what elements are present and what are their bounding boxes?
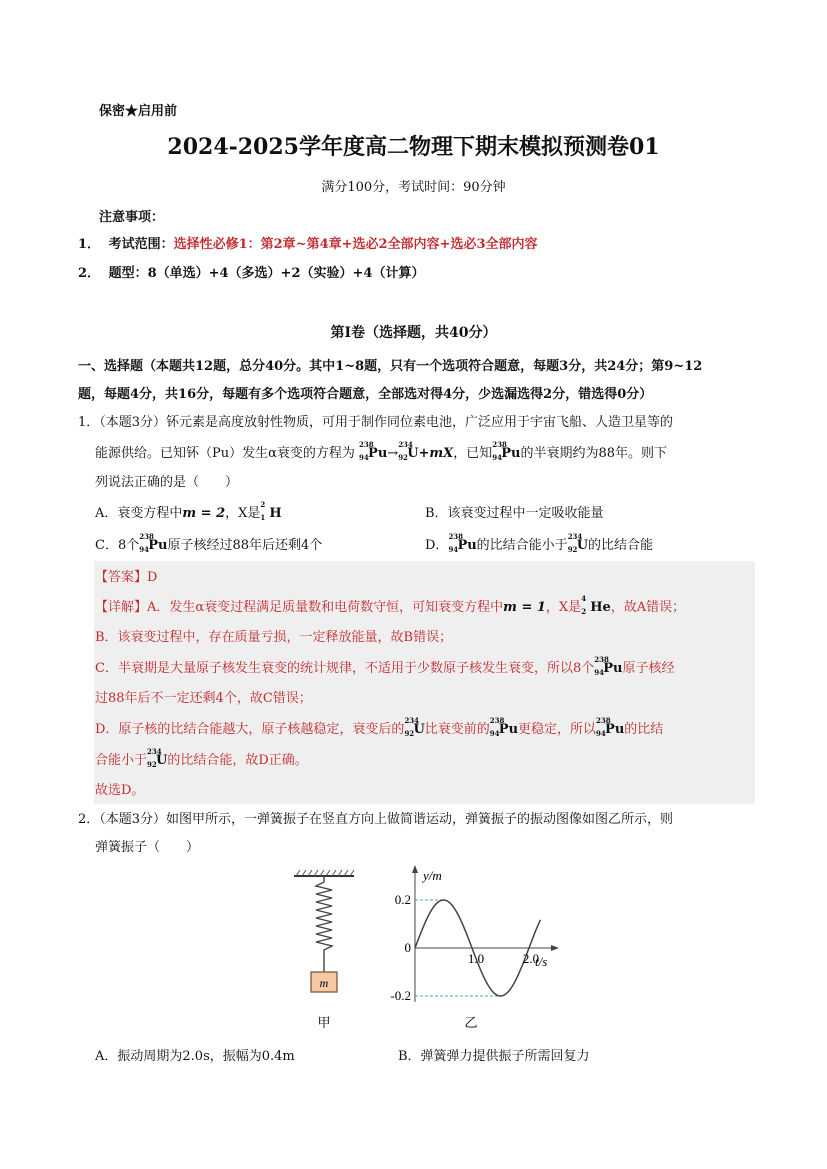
- nuclide-pu: 238 94 Pu: [139, 532, 168, 554]
- x-axis-label: t/s: [535, 954, 548, 969]
- nuclide-h: 2 1 H: [260, 500, 282, 522]
- part1-title: 第I卷（选择题，共40分）: [330, 325, 497, 341]
- y-axis-label: y/m: [423, 868, 442, 883]
- equation-tail: +mX: [418, 446, 454, 461]
- q2-line1: 2．（本题3分）如图甲所示，一弹簧振子在竖直方向上做简谐运动，弹簧振子的振动图像如图乙所示，则: [78, 812, 674, 827]
- q1-detail-line6: 合能小于 234 92 U的比结合能，故D正确。: [95, 747, 308, 769]
- mass-label: m: [319, 976, 329, 990]
- notes-item-1-number: 1．: [78, 237, 101, 252]
- nuclide-pu: 238 94 Pu: [359, 440, 388, 462]
- q1-detail-line2: B．该衰变过程中，存在质量亏损，一定释放能量，故B错误；: [95, 630, 453, 645]
- x-tick-label-1: 1.0: [467, 951, 485, 966]
- nuclide-pu: 238 94 Pu: [596, 716, 625, 738]
- nuclide-u: 234 92 U: [404, 716, 425, 738]
- nuclide-u: 234 92 U: [567, 532, 589, 554]
- nuclide-he: 4 2 He: [581, 594, 611, 616]
- figure-right-label: 乙: [464, 1016, 478, 1031]
- part1-intro-line1: 一、选择题（本题共12题，总分40分。其中1~8题，只有一个选项符合题意，每题3分，共24分；第9~12: [78, 359, 703, 374]
- y-tick-label-zero: 0: [404, 940, 411, 955]
- q1-detail-line7: 故选D。: [95, 783, 145, 798]
- q1-detail-line5: D．原子核的比结合能越大，原子核越稳定，衰变后的 234 92 U比衰变前的 238 94 Pu更稳定，所以 238 94 Pu的比结: [95, 716, 664, 738]
- y-tick-label-min: -0.2: [390, 988, 411, 1003]
- q1-line3: 列说法正确的是（ ）: [95, 475, 239, 490]
- q1-line2-text-b: ，已知: [453, 446, 493, 461]
- notes-item-2-text: 题型：8（单选）+4（多选）+2（实验）+4（计算）: [108, 266, 425, 281]
- notes-item-2-number: 2．: [78, 266, 101, 281]
- nuclide-u: 234 92 U: [147, 747, 168, 769]
- y-tick-label-max: 0.2: [394, 892, 411, 907]
- q1-option-b: B．该衰变过程中一定吸收能量: [425, 506, 604, 521]
- q1-answer: 【答案】D: [95, 570, 158, 585]
- figure-left-label: 甲: [317, 1016, 331, 1031]
- nuclide-pu: 238 94 Pu: [492, 440, 521, 462]
- q1-option-d: D． 238 94 Pu的比结合能小于 234 92 U的比结合能: [425, 532, 654, 554]
- oscillation-chart: [385, 862, 570, 1034]
- q1-detail-line3: C．半衰期是大量原子核发生衰变的统计规律，不适用于少数原子核发生衰变，所以8个 238 94 Pu原子核经: [95, 655, 675, 677]
- spring-coil: [316, 876, 332, 972]
- notes-item-1: [78, 233, 538, 252]
- q1-option-a: A．衰变方程中m = 2，X是 2 1 H: [95, 500, 282, 522]
- q1-option-c: C．8个 238 94 Pu原子核经过88年后还剩4个: [95, 532, 323, 554]
- q1-line2-text-c: 的半衰期约为88年。则下: [520, 446, 668, 461]
- y-axis-arrow-icon: [412, 865, 418, 873]
- notes-heading: 注意事项：: [99, 210, 165, 225]
- nuclide-pu: 238 94 Pu: [594, 655, 623, 677]
- confidential-mark: 保密★启用前: [99, 104, 178, 119]
- notes-item-1-label: 考试范围：: [108, 237, 174, 252]
- page-subtitle: 满分100分，考试时间：90分钟: [321, 180, 506, 195]
- q1-detail-line4: 过88年后不一定还剩4个，故C错误；: [95, 691, 312, 706]
- page-title: 2024-2025学年度高二物理下期末模拟预测卷01: [167, 134, 660, 160]
- q2-option-b: B．弹簧弹力提供振子所需回复力: [398, 1049, 590, 1064]
- notes-item-1-value: 选择性必修1：第2章~第4章+选必2全部内容+选必3全部内容: [173, 237, 538, 252]
- x-tick-label-2: 2.0: [522, 951, 540, 966]
- nuclide-pu: 238 94 Pu: [448, 532, 477, 554]
- notes-item-2: [78, 262, 424, 281]
- arrow-icon: →: [387, 446, 399, 461]
- part1-intro-line2: 题，每题4分，共16分，每题有多个选项符合题意，全部选对得4分，少选漏选得2分，错选得0分）: [78, 387, 653, 402]
- x-axis-arrow-icon: [551, 945, 559, 951]
- q2-line2: 弹簧振子（ ）: [95, 840, 200, 855]
- nuclide-u: 234 92 U: [398, 440, 419, 462]
- spring-oscillator-figure: [288, 868, 368, 1033]
- q1-line2-text: 能源供给。已知钚（Pu）发生α衰变的方程为: [95, 446, 355, 461]
- q1-line1: 1．（本题3分）钚元素是高度放射性物质，可用于制作同位素电池，广泛应用于宇宙飞船、人造卫星等的: [78, 415, 674, 430]
- q1-line2: [95, 442, 667, 461]
- q1-detail-line1: 【详解】A．发生α衰变过程满足质量数和电荷数守恒，可知衰变方程中m = 1，X是 4 2 He，故A错误；: [95, 594, 686, 616]
- q2-option-a: A．振动周期为2.0s，振幅为0.4m: [95, 1049, 295, 1064]
- nuclide-pu: 238 94 Pu: [489, 716, 519, 738]
